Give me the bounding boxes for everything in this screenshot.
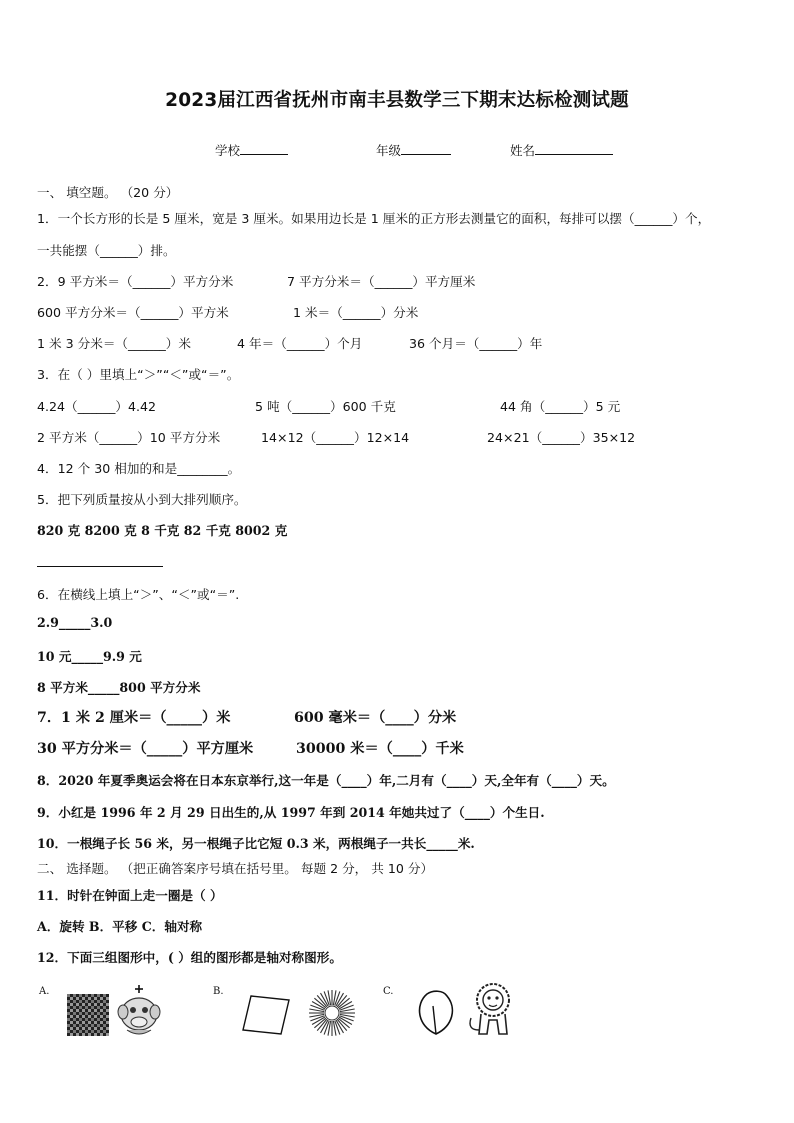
question-11-options: A．旋转 B．平移 C．轴对称: [37, 919, 203, 934]
name-field: [510, 141, 613, 159]
monkey-head-image: [117, 984, 161, 1038]
parallelogram-shape: [241, 994, 291, 1036]
figure-b-label: B.: [213, 986, 224, 997]
question-1-line-1: 1．一个长方形的长是 5 厘米，宽是 3 厘米。如果用边长是 1 厘米的正方形去测量它的面积，每排可以摆（______）个，: [37, 211, 711, 226]
school-blank[interactable]: [240, 142, 288, 155]
question-12-figures: [37, 980, 537, 1040]
page-title: 2023届江西省抚州市南丰县数学三下期末达标检测试题: [165, 90, 629, 111]
question-6-item: 10 元_____9.9 元: [37, 649, 142, 664]
question-2-item: 1 米 3 分米＝（______）米: [37, 336, 191, 351]
grade-blank[interactable]: [401, 142, 451, 155]
name-label: 姓名: [510, 143, 536, 158]
question-3-item: 4.24（______）4.42: [37, 399, 157, 414]
question-1-line-2: 一共能摆（______）排。: [37, 243, 176, 258]
leaf-shape: [413, 988, 459, 1038]
question-3-item: 44 角（______）5 元: [500, 399, 621, 414]
sunburst-shape: [307, 988, 357, 1038]
answer-line[interactable]: [37, 566, 163, 567]
question-7-item: 30000 米＝（____）千米: [296, 741, 464, 757]
question-7-item: 30 平方分米＝（_____）平方厘米: [37, 741, 254, 757]
name-blank[interactable]: [535, 142, 613, 155]
question-2-item: 7 平方分米＝（______）平方厘米: [287, 274, 476, 289]
question-2-item: 2．9 平方米＝（______）平方分米: [37, 274, 234, 289]
question-2-item: 600 平方分米＝（______）平方米: [37, 305, 229, 320]
grade-field: [376, 141, 451, 159]
question-10: 10．一根绳子长 56 米，另一根绳子比它短 0.3 米，两根绳子一共长_____米.: [37, 836, 475, 851]
lion-image: [463, 982, 521, 1038]
figure-a-label: A.: [39, 986, 50, 997]
question-3-item: 24×21（______）35×12: [487, 430, 636, 445]
question-9: 9．小红是 1996 年 2 月 29 日出生的,从 1997 年到 2014 年她共过了（____）个生日.: [37, 805, 545, 820]
question-3: 3．在（ ）里填上“＞”“＜”或“＝”。: [37, 367, 240, 382]
question-2-item: 4 年＝（______）个月: [237, 336, 363, 351]
question-12: 12．下面三组图形中，( ）组的图形都是轴对称图形。: [37, 950, 342, 965]
patterned-square-image: [67, 994, 109, 1036]
question-3-item: 14×12（______）12×14: [261, 430, 410, 445]
question-8: 8．2020 年夏季奥运会将在日本东京举行,这一年是（____）年,二月有（____）天,全年有（____）天。: [37, 773, 615, 788]
question-6-item: 8 平方米_____800 平方分米: [37, 680, 201, 695]
question-3-item: 2 平方米（______）10 平方分米: [37, 430, 221, 445]
question-11: 11．时针在钟面上走一圈是（ ）: [37, 888, 223, 903]
question-5: 5．把下列质量按从小到大排列顺序。: [37, 492, 247, 507]
grade-label: 年级: [376, 143, 402, 158]
question-6: 6．在横线上填上“＞”、“＜”或“＝”.: [37, 587, 240, 602]
section-1-heading: 一、 填空题。 （20 分）: [37, 185, 179, 200]
figure-c-label: C.: [383, 986, 394, 997]
school-field: [215, 141, 288, 159]
question-7-item: 7．1 米 2 厘米＝（_____）米: [37, 710, 231, 726]
school-label: 学校: [215, 143, 241, 158]
question-6-item: 2.9_____3.0: [37, 615, 113, 630]
question-2-item: 36 个月＝（______）年: [409, 336, 543, 351]
question-4: 4．12 个 30 相加的和是________。: [37, 461, 241, 476]
question-5-items: 820 克 8200 克 8 千克 82 千克 8002 克: [37, 523, 288, 538]
question-3-item: 5 吨（______）600 千克: [255, 399, 396, 414]
question-7-item: 600 毫米＝（____）分米: [294, 710, 457, 726]
question-2-item: 1 米＝（______）分米: [293, 305, 419, 320]
section-2-heading: 二、 选择题。 （把正确答案序号填在括号里。 每题 2 分， 共 10 分）: [37, 861, 434, 876]
